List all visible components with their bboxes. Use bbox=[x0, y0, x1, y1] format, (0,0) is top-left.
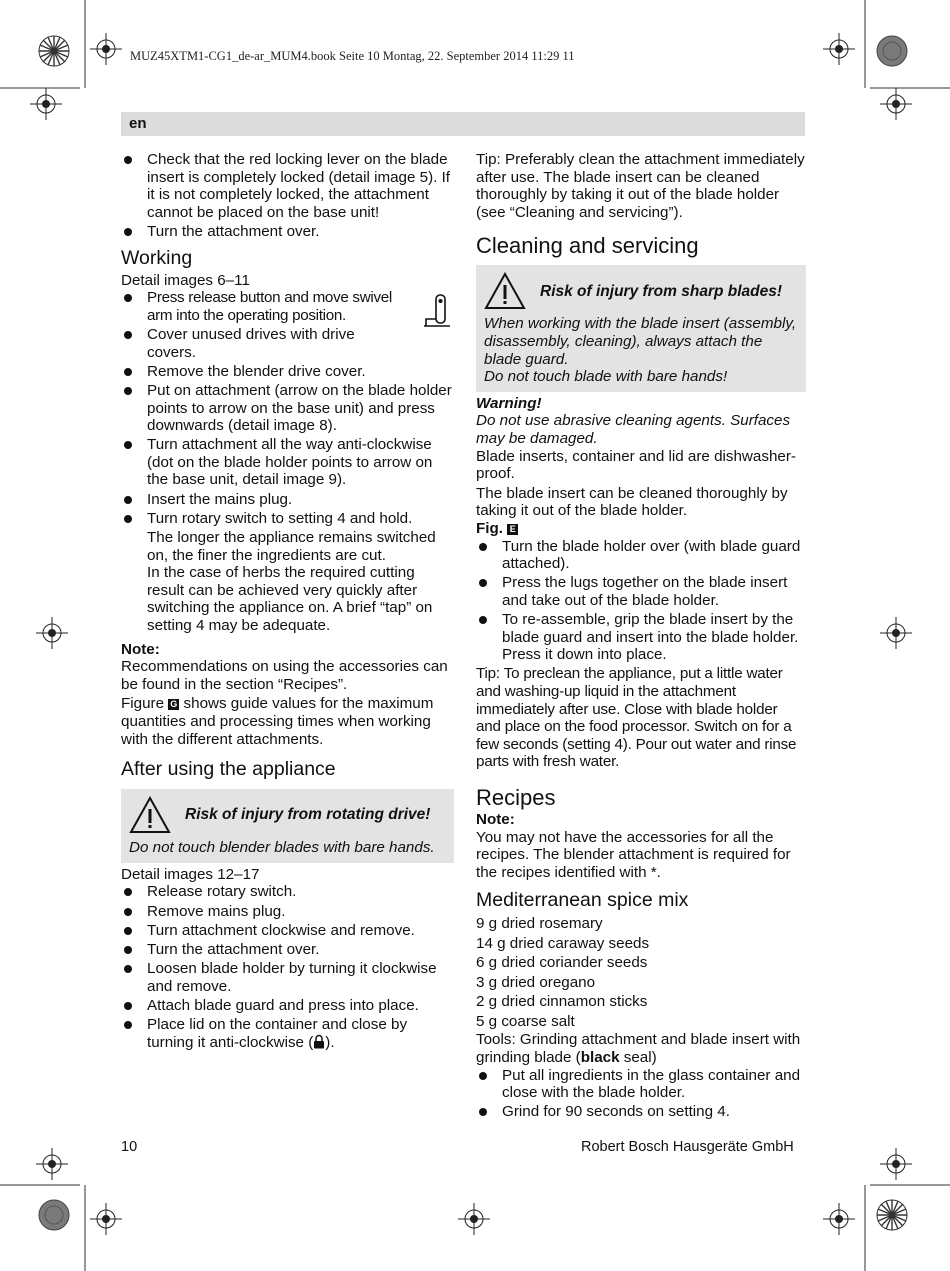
registration-mark-icon bbox=[880, 1148, 912, 1180]
note-text: Recommendations on using the accessories can be found in the section “Recipes”. bbox=[121, 658, 448, 693]
list-item: Press the lugs together on the blade insert and take out of the blade holder. bbox=[476, 574, 806, 609]
list-item bbox=[121, 326, 454, 361]
spice-steps bbox=[476, 1067, 806, 1121]
warning-header bbox=[484, 271, 798, 311]
warning-text: Do not touch blade with bare hands! bbox=[484, 368, 728, 386]
ingredient: 6 g dried coriander seeds bbox=[476, 954, 648, 972]
list-item: To re-assemble, grip the blade insert by the blade guard and insert into the blade holder. Press it down into place. bbox=[476, 611, 806, 664]
figure-badge: G bbox=[170, 699, 178, 710]
list-item-suffix: ). bbox=[325, 1033, 335, 1051]
warning-text: Do not touch blender blades with bare hands. bbox=[129, 839, 435, 857]
warning-body: Do not use abrasive cleaning agents. Surfaces may be damaged. bbox=[476, 412, 791, 447]
registration-mark-icon bbox=[823, 1203, 855, 1235]
figure-reference bbox=[476, 520, 806, 538]
list-item: Turn the attachment over. bbox=[121, 223, 454, 241]
after-detail: Detail images 12–17 bbox=[121, 865, 260, 883]
warning-box bbox=[121, 789, 454, 863]
recipes-heading: Recipes bbox=[476, 785, 556, 810]
registration-mark-icon bbox=[36, 617, 68, 649]
warning-triangle-icon bbox=[129, 796, 171, 834]
registration-mark-icon bbox=[90, 1203, 122, 1235]
list-item bbox=[121, 1016, 454, 1051]
registration-mark-icon bbox=[30, 88, 62, 120]
working-detail: Detail images 6–11 bbox=[121, 271, 250, 289]
spice-heading: Mediterranean spice mix bbox=[476, 889, 689, 912]
warning-title: Risk of injury from sharp blades! bbox=[540, 282, 783, 300]
note-label: Note: bbox=[476, 811, 515, 828]
registration-mark-icon bbox=[458, 1203, 490, 1235]
grey-target-icon bbox=[876, 35, 908, 67]
figure-text: shows guide values for the maximum quantities and processing times when working with the different attachments. bbox=[121, 695, 434, 748]
figure-prefix: Figure bbox=[121, 695, 165, 713]
registration-mark-icon bbox=[823, 33, 855, 65]
list-item-text: Place lid on the container and close by turning it anti-clockwise ( bbox=[147, 1016, 408, 1051]
list-item: Turn attachment clockwise and remove. bbox=[121, 922, 454, 940]
warning-title: Risk of injury from rotating drive! bbox=[185, 806, 431, 824]
ingredient: 5 g coarse salt bbox=[476, 1012, 575, 1030]
tools-label: Tools: bbox=[476, 1031, 516, 1049]
warning-label: Warning! bbox=[476, 394, 542, 412]
ingredient-list bbox=[476, 914, 806, 1031]
warning-box bbox=[476, 265, 806, 391]
tools-text: Grinding attachment and blade insert with grinding blade ( bbox=[476, 1031, 801, 1066]
warning-triangle-icon bbox=[484, 272, 526, 310]
tools-paragraph bbox=[476, 1031, 806, 1066]
ingredient: 2 g dried cinnamon sticks bbox=[476, 993, 648, 1011]
figure-label: Fig. bbox=[476, 519, 503, 537]
clean-paragraph: The blade insert can be cleaned thoroughly by taking it out of the blade holder. bbox=[476, 484, 788, 520]
list-item: Remove mains plug. bbox=[121, 903, 454, 921]
language-bar bbox=[121, 112, 805, 136]
registration-mark-icon bbox=[36, 1148, 68, 1180]
list-item: Release rotary switch. bbox=[121, 883, 454, 901]
registration-mark-icon bbox=[90, 33, 122, 65]
working-paragraph: In the case of herbs the required cutting result can be achieved very quickly after switching the appliance on. A brief “tap” on setting 4 may be adequate. bbox=[147, 564, 433, 634]
list-item-text: Cover unused drives with drive covers. bbox=[147, 325, 355, 361]
warning-text: When working with the blade insert (assembly, disassembly, cleaning), always attach the blade guard. bbox=[484, 315, 797, 368]
list-item: Check that the red locking lever on the blade insert is completely locked (detail image 5). If it is not completely locked, the attachment cannot be placed on the base unit! bbox=[121, 151, 454, 221]
list-item-text: Press release button and move swivel arm into the operating position. bbox=[147, 289, 392, 324]
figure-paragraph bbox=[121, 695, 454, 748]
list-item: Loosen blade holder by turning it clockwise and remove. bbox=[121, 960, 454, 995]
tip-text: To preclean the appliance, put a little water and washing-up liquid in the attachment immediately after use. Close with blade holder and place on the food processor. Switch on for a few seconds (setting 4). Pour out water and rinse parts with fresh water. bbox=[476, 665, 797, 771]
list-item: Turn rotary switch to setting 4 and hold. bbox=[121, 510, 454, 528]
working-heading: Working bbox=[121, 246, 193, 269]
company-name: Robert Bosch Hausgeräte GmbH bbox=[581, 1139, 794, 1155]
intro-list bbox=[121, 151, 454, 241]
list-item: Put on attachment (arrow on the blade holder points to arrow on the base unit) and press downwards (detail image 8). bbox=[121, 382, 454, 435]
list-item: Turn the attachment over. bbox=[121, 941, 454, 959]
after-heading: After using the appliance bbox=[121, 758, 336, 781]
tools-text: seal) bbox=[619, 1048, 657, 1066]
tip-label: Tip: bbox=[476, 665, 500, 683]
tools-seal-color: black bbox=[580, 1048, 620, 1066]
figure-badge: E bbox=[507, 524, 518, 535]
registration-mark-icon bbox=[880, 88, 912, 120]
tip-paragraph bbox=[476, 151, 806, 221]
warning-header bbox=[129, 795, 446, 835]
padlock-icon bbox=[313, 1034, 325, 1049]
working-list bbox=[121, 289, 454, 527]
note-label: Note: bbox=[121, 640, 160, 658]
dishwasher-paragraph: Blade inserts, container and lid are dishwasher-proof. bbox=[476, 447, 796, 483]
star-target-icon bbox=[38, 35, 70, 67]
ingredient: 3 g dried oregano bbox=[476, 973, 596, 991]
cleaning-heading: Cleaning and servicing bbox=[476, 233, 699, 259]
list-item bbox=[121, 289, 454, 324]
working-paragraph: The longer the appliance remains switched on, the finer the ingredients are cut. bbox=[147, 529, 436, 564]
ingredient: 9 g dried rosemary bbox=[476, 915, 603, 933]
list-item: Attach blade guard and press into place. bbox=[121, 997, 454, 1015]
language-label: en bbox=[129, 115, 147, 132]
working-section bbox=[121, 289, 454, 527]
tip-label: Tip: bbox=[476, 151, 501, 168]
cleaning-list bbox=[476, 538, 806, 664]
note-text: You may not have the accessories for all the recipes. The blender attachment is required for the recipes identified with *. bbox=[476, 828, 791, 881]
grey-target-icon bbox=[38, 1199, 70, 1231]
print-header: MUZ45XTM1-CG1_de-ar_MUM4.book Seite 10 Montag, 22. September 2014 11:29 11 bbox=[130, 49, 575, 63]
after-list bbox=[121, 883, 454, 1051]
list-item: Put all ingredients in the glass container and close with the blade holder. bbox=[476, 1067, 806, 1102]
list-item: Turn the blade holder over (with blade guard attached). bbox=[476, 538, 806, 573]
list-item: Turn attachment all the way anti-clockwise (dot on the blade holder points to arrow on the base unit, detail image 9). bbox=[121, 436, 454, 489]
star-target-icon bbox=[876, 1199, 908, 1231]
tip-paragraph bbox=[476, 665, 806, 771]
tip-text: Preferably clean the attachment immediately after use. The blade insert can be cleaned thoroughly by taking it out of the blade holder (see “Cleaning and servicing”). bbox=[476, 151, 805, 221]
left-column bbox=[121, 151, 454, 1053]
registration-mark-icon bbox=[880, 617, 912, 649]
page-number: 10 bbox=[121, 1139, 138, 1155]
right-column bbox=[476, 151, 806, 1123]
list-item: Remove the blender drive cover. bbox=[121, 363, 454, 381]
list-item: Insert the mains plug. bbox=[121, 491, 454, 509]
list-item: Grind for 90 seconds on setting 4. bbox=[476, 1103, 806, 1121]
ingredient: 14 g dried caraway seeds bbox=[476, 934, 650, 952]
